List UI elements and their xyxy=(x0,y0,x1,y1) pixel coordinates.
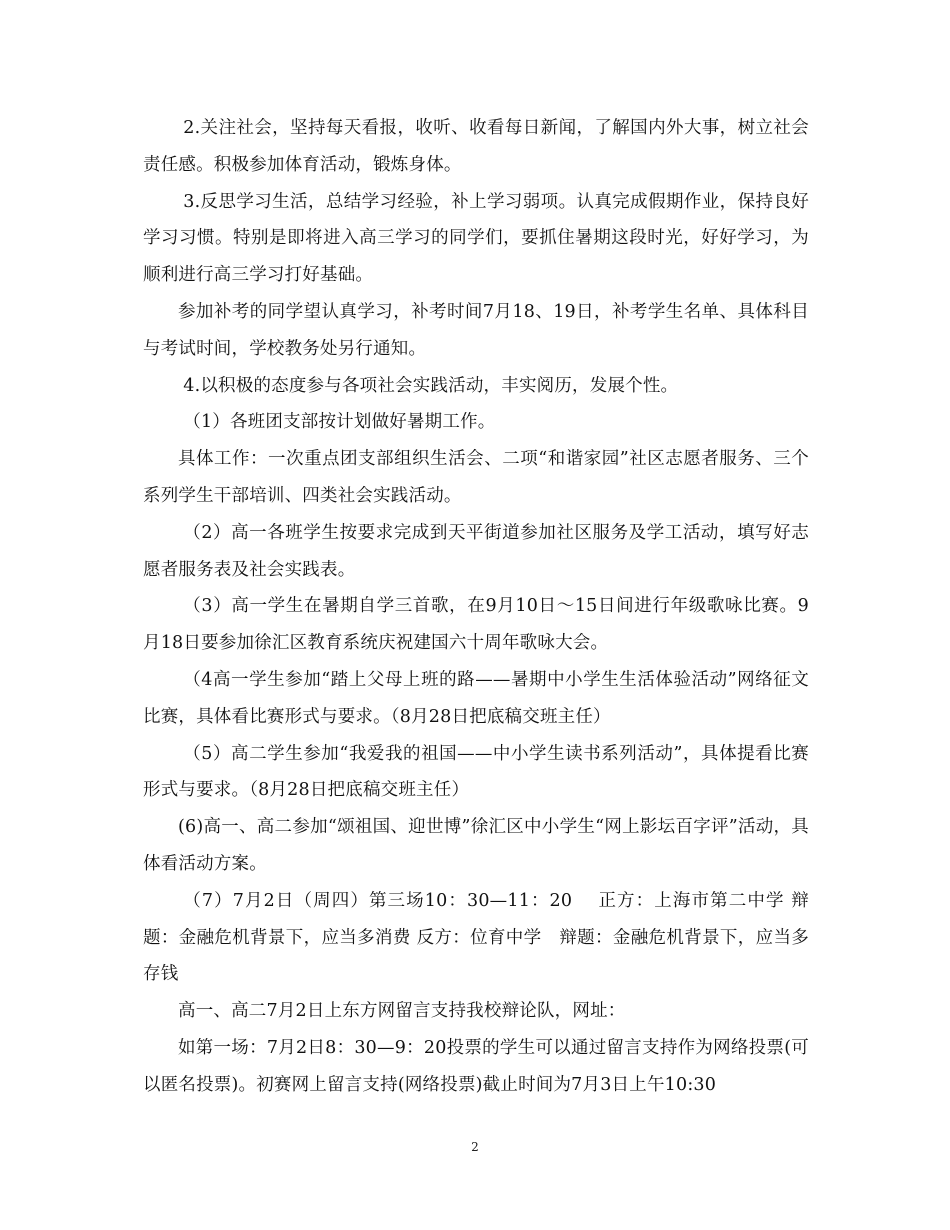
paragraph-sub-2: （2）高一各班学生按要求完成到天平街道参加社区服务及学工活动，填写好志愿者服务表及社会实践表。 xyxy=(143,522,809,580)
paragraph-sub-6: (6)高一、高二参加“颂祖国、迎世博”徐汇区中小学生“网上影坛百字评”活动，具体看活动方案。 xyxy=(143,817,809,874)
paragraph-sub-4: （4高一学生参加“踏上父母上班的路——暑期中小学生生活体验活动”网络征文比赛，具体看比赛形式与要求。（8月28日把底稿交班主任） xyxy=(143,669,809,727)
paragraph-sub-1: （1）各班团支部按计划做好暑期工作。 xyxy=(183,412,496,433)
page-number: 2 xyxy=(471,1140,479,1154)
paragraph-makeup-exam: 参加补考的同学望认真学习，补考时间7月18、19日，补考学生名单、具体科目与考试时间，学校教务处另行通知。 xyxy=(143,301,809,359)
paragraph-sub-3: （3）高一学生在暑期自学三首歌，在9月10日～15日间进行年级歌咏比赛。9月18日要参加徐汇区教育系统庆祝建国六十周年歌咏大会。 xyxy=(143,596,809,654)
paragraph-specific-work: 具体工作：一次重点团支部组织生活会、二项“和谐家园”社区志愿者服务、三个系列学生干部培训、四类社会实践活动。 xyxy=(143,449,809,506)
document-body xyxy=(143,110,809,1104)
paragraph-sub-7: （7）7月2日（周四）第三场10：30—11：20 正方：上海市第二中学 辩题：金融危机背景下，应当多消费 反方：位育中学 辩题：金融危机背景下，应当多存钱 xyxy=(143,890,809,985)
paragraph-item-3: 3.反思学习生活，总结学习经验，补上学习弱项。认真完成假期作业，保持良好学习习惯。特别是即将进入高三学习的同学们，要抓住暑期这段时光，好好学习，为顺利进行高三学习打好基础。 xyxy=(143,191,809,286)
paragraph-item-2: 2.关注社会，坚持每天看报，收听、收看每日新闻，了解国内外大事，树立社会责任感。积极参加体育活动，锻炼身体。 xyxy=(143,118,809,175)
paragraph-voting: 如第一场：7月2日8：30—9：20投票的学生可以通过留言支持作为网络投票(可以匿名投票)。初赛网上留言支持(网络投票)截止时间为7月3日上午10:30 xyxy=(143,1037,809,1095)
paragraph-item-4: 4.以积极的态度参与各项社会实践活动，丰实阅历，发展个性。 xyxy=(183,375,679,396)
paragraph-debate-support: 高一、高二7月2日上东方网留言支持我校辩论队，网址： xyxy=(178,1001,626,1022)
paragraph-sub-5: （5）高二学生参加“我爱我的祖国——中小学生读书系列活动”，具体提看比赛形式与要求。（8月28日把底稿交班主任） xyxy=(143,743,809,801)
